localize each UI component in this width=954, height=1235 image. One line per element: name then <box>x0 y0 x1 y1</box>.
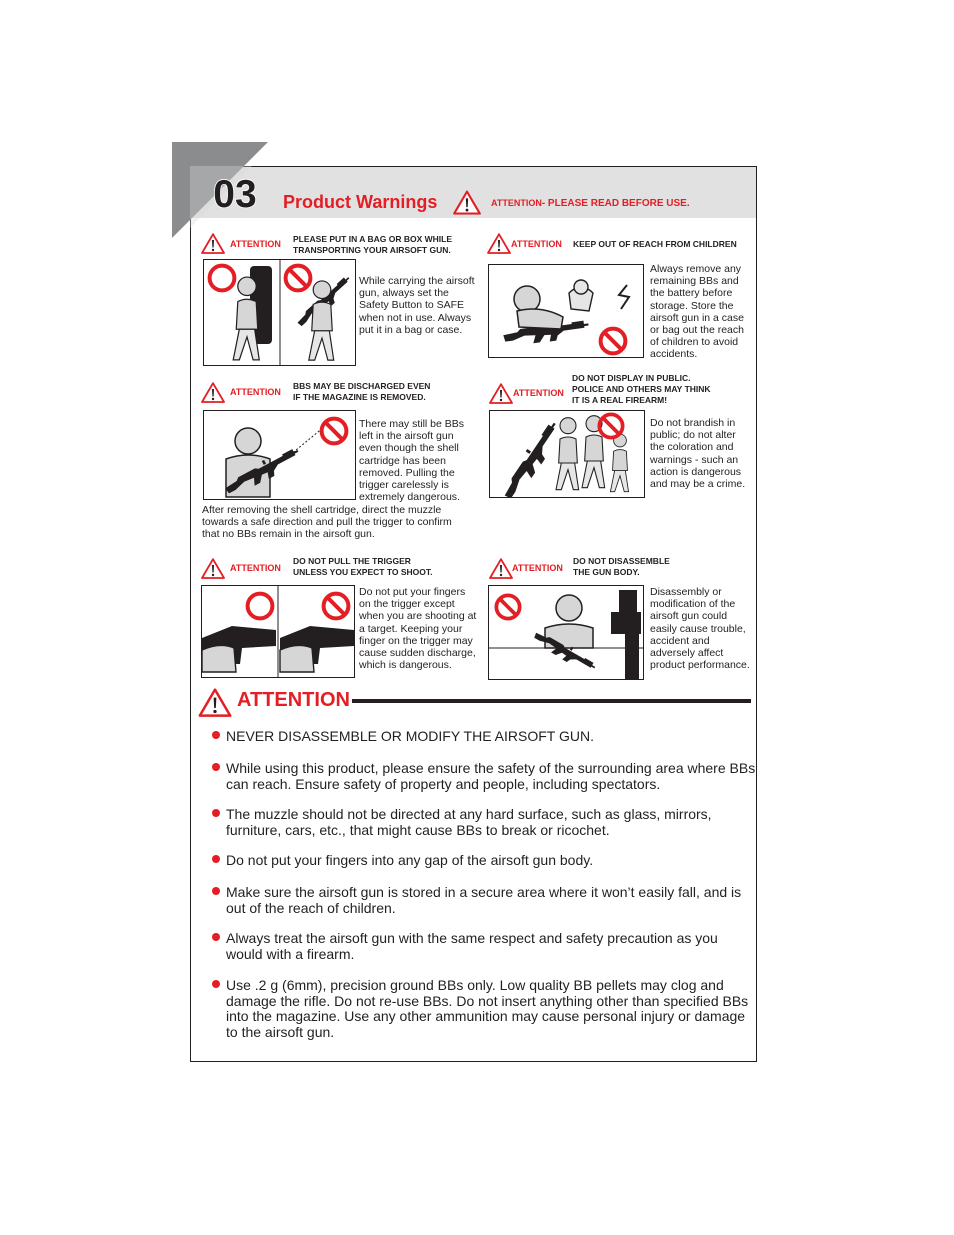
warning-body: Disassembly or modification of the airsoft gun could easily cause trouble, accident and adversely affect product performance. <box>650 586 750 672</box>
bullet-dot-icon <box>212 933 220 941</box>
no-entry-icon <box>286 266 311 291</box>
warning-triangle-icon <box>198 688 232 717</box>
bullet-dot-icon <box>212 980 220 988</box>
attention-label: ATTENTION <box>230 563 281 573</box>
illustration-public <box>489 410 645 498</box>
warning-heading: PLEASE PUT IN A BAG OR BOX WHILE TRANSPORTING YOUR AIRSOFT GUN. <box>293 234 452 255</box>
page-number <box>204 176 266 212</box>
bullet-dot-icon <box>212 809 220 817</box>
warning-heading: DO NOT PULL THE TRIGGER UNLESS YOU EXPECT TO SHOOT. <box>293 556 433 577</box>
red-circle-icon <box>248 594 273 619</box>
no-entry-icon <box>601 329 626 354</box>
bullet-dot-icon <box>212 887 220 895</box>
warning-triangle-icon <box>201 382 225 403</box>
no-entry-icon <box>324 594 349 619</box>
no-entry-icon <box>599 414 622 437</box>
red-circle-icon <box>210 266 235 291</box>
warning-heading: DO NOT DISASSEMBLE THE GUN BODY. <box>573 556 670 577</box>
bullet-dot-icon <box>212 731 220 739</box>
attention-bullet: While using this product, please ensure the safety of the surrounding area where BBs can reach. Ensure safety of property and people, including spectators. <box>226 760 756 792</box>
warning-heading: BBS MAY BE DISCHARGED EVEN IF THE MAGAZINE IS REMOVED. <box>293 381 431 402</box>
warning-body-continued: After removing the shell cartridge, direct the muzzle towards a safe direction and pull the trigger to confirm that no BBs remain in the airsoft gun. <box>202 504 452 541</box>
attention-label: ATTENTION <box>230 387 281 397</box>
svg-text:03: 03 <box>213 176 257 212</box>
page-title: Product Warnings <box>283 192 438 212</box>
divider <box>352 699 751 703</box>
page-subtitle: ATTENTION- PLEASE READ BEFORE USE. <box>491 198 690 209</box>
attention-bullet: Do not put your fingers into any gap of the airsoft gun body. <box>226 852 594 868</box>
illustration-discharge <box>203 410 356 500</box>
warning-body: Do not brandish in public; do not alter the coloration and warnings - such an action is dangerous and may be a crime. <box>650 417 746 491</box>
warning-triangle-icon <box>487 233 511 254</box>
person-icon <box>233 277 259 360</box>
warning-body: While carrying the airsoft gun, always set the Safety Button to SAFE when not in use. Always put it in a bag or case. <box>359 275 475 336</box>
attention-bullet: Use .2 g (6mm), precision ground BBs only. Low quality BB pellets may clog and damage the rifle. Do not re-use BBs. Do not insert anything other than specified BBs into the magazine. Use any other ammunition may cause personal injury or damage to the airsoft gun. <box>226 977 749 1040</box>
attention-label: ATTENTION <box>511 239 562 249</box>
attention-bullet: Always treat the airsoft gun with the same respect and safety precaution as you would with a firearm. <box>226 930 718 962</box>
attention-label: ATTENTION <box>230 239 281 249</box>
attention-bullet: NEVER DISASSEMBLE OR MODIFY THE AIRSOFT GUN. <box>226 728 594 744</box>
warning-heading: DO NOT DISPLAY IN PUBLIC. POLICE AND OTHERS MAY THINK IT IS A REAL FIREARM! <box>572 373 711 405</box>
warning-triangle-icon <box>453 190 481 215</box>
illustration-trigger <box>201 585 355 678</box>
warning-body: Always remove any remaining BBs and the battery before storage. Store the airsoft gun in a case or bag out the reach of children to avoid accidents. <box>650 263 744 361</box>
attention-label: ATTENTION <box>512 563 563 573</box>
warning-triangle-icon <box>201 558 225 579</box>
attention-label: ATTENTION <box>513 388 564 398</box>
illustration-carry <box>203 259 356 366</box>
warning-triangle-icon <box>489 558 513 579</box>
attention-bullet: Make sure the airsoft gun is stored in a secure area where it won’t easily fall, and is out of the reach of children. <box>226 884 742 916</box>
illustration-disassemble <box>488 585 644 680</box>
warning-triangle-icon <box>201 233 225 254</box>
bullet-dot-icon <box>212 855 220 863</box>
warning-heading: KEEP OUT OF REACH FROM CHILDREN <box>573 239 737 249</box>
attention-heading: ATTENTION <box>237 689 350 711</box>
warning-body: Do not put your fingers on the trigger except when you are shooting at a target. Keeping your finger on the trigger may cause sudden discharge, which is dangerous. <box>359 586 477 672</box>
bullet-dot-icon <box>212 763 220 771</box>
no-entry-icon <box>322 419 347 444</box>
warning-body: There may still be BBs left in the airsoft gun even though the shell cartridge has been removed. Pulling the trigger carelessly is extremely dangerous. <box>359 418 465 504</box>
no-entry-icon <box>496 595 519 618</box>
illustration-child <box>488 264 644 358</box>
warning-triangle-icon <box>489 383 513 404</box>
attention-bullet: The muzzle should not be directed at any hard surface, such as glass, mirrors, furniture, cars, etc., that might cause BBs to break or ricochet. <box>226 806 712 838</box>
